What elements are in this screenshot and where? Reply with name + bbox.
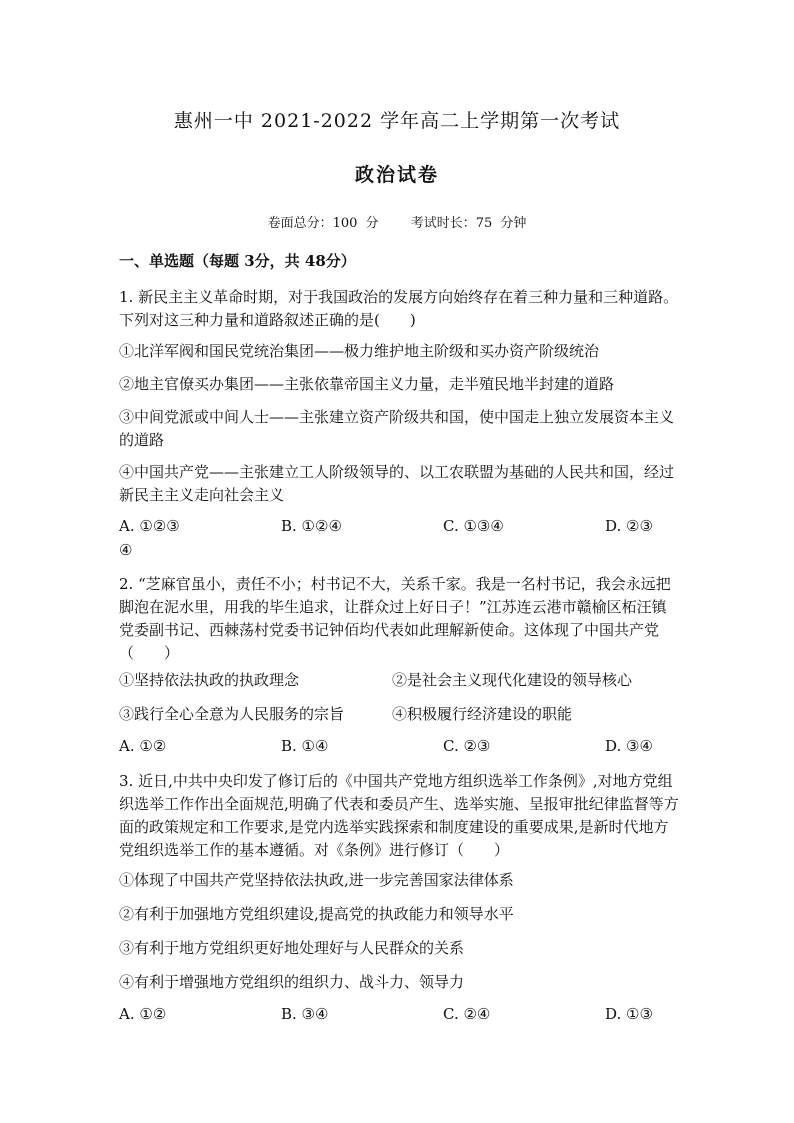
question-1-statement-2: ②地主官僚买办集团——主张依靠帝国主义力量，走半殖民地半封建的道路: [119, 375, 615, 393]
question-1-options: [119, 517, 679, 540]
question-1-stem: 1. 新民主主义革命时期，对于我国政治的发展方向始终存在着三种力量和三种道路。下列对这三种力量和道路叙述正确的是( ): [119, 288, 679, 329]
question-2-statement-1: ①坚持依法执政的执政理念: [119, 671, 300, 689]
question-1-statement-4: ④中国共产党——主张建立工人阶级领导的、以工农联盟为基础的人民共和国，经过新民主主义走向社会主义: [119, 463, 675, 504]
question-2-statement-3: ③践行全心全意为人民服务的宗旨: [119, 705, 345, 723]
exam-meta: [0, 212, 794, 231]
exam-title: 惠州一中 2021-2022 学年高二上学期第一次考试: [173, 110, 621, 132]
question-1-statement-1: ①北洋军阀和国民党统治集团——极力维护地主阶级和买办资产阶级统治: [119, 342, 600, 360]
option-a[interactable]: A. ①②: [119, 737, 167, 755]
question-2-statements-row-1: [119, 669, 679, 692]
option-a[interactable]: A. ①②: [119, 1005, 167, 1023]
option-c[interactable]: C. ②③: [443, 737, 491, 755]
question-3-statement-2: ②有利于加强地方党组织建设,提高党的执政能力和领导水平: [119, 905, 514, 923]
question-2-options: [119, 737, 679, 760]
question-3-stem: 3. 近日,中共中央印发了修订后的《中国共产党地方组织选举工作条例》,对地方党组织选举工作作出全面规范,明确了代表和委员产生、选举实施、呈报审批纪律监督等方面的政策规定和工作要求,是党内选举实践探索和制度建设的重要成果,是新时代地方党组织选举工作的基本遵循。对《条例》进行修订（ ）: [119, 772, 679, 859]
question-3-statement-1: ①体现了中国共产党坚持依法执政,进一步完善国家法律体系: [119, 871, 514, 889]
option-b[interactable]: B. ③④: [281, 1005, 329, 1023]
question-2-statements-row-2: [119, 703, 679, 726]
option-d[interactable]: D. ①③: [605, 1005, 653, 1023]
option-d-continuation: ④: [119, 541, 133, 559]
option-b[interactable]: B. ①④: [281, 737, 329, 755]
option-c[interactable]: C. ②④: [443, 1005, 491, 1023]
question-2-statement-4: ④积极履行经济建设的职能: [392, 705, 573, 723]
exam-duration: 考试时长：75 分钟: [410, 216, 527, 231]
question-3-statement-4: ④有利于增强地方党组织的组织力、战斗力、领导力: [119, 973, 465, 991]
question-1-statement-3: ③中间党派或中间人士——主张建立资产阶级共和国，使中国走上独立发展资本主义的道路: [119, 408, 675, 449]
question-3-statement-3: ③有利于地方党组织更好地处理好与人民群众的关系: [119, 939, 465, 957]
option-d[interactable]: D. ③④: [605, 737, 653, 755]
option-a[interactable]: A. ①②③: [119, 517, 180, 535]
question-2-stem: 2. “芝麻官虽小，责任不小；村书记不大，关系千家。我是一名村书记，我会永远把脚泡在泥水里，用我的毕生追求，让群众过上好日子！”江苏连云港市赣榆区柘汪镇党委副书记、西棘荡村党委书记钟佰均代表如此理解新使命。这体现了中国共产党（ ）: [119, 575, 671, 662]
total-score: 卷面总分：100 分: [267, 216, 379, 231]
option-b[interactable]: B. ①②④: [281, 517, 342, 535]
option-c[interactable]: C. ①③④: [443, 517, 504, 535]
exam-subtitle: 政治试卷: [354, 164, 439, 186]
option-d[interactable]: D. ②③: [605, 517, 653, 535]
section-heading: 一、单选题（每题 3分，共 48分）: [119, 252, 356, 270]
question-3-options: [119, 1005, 679, 1028]
question-2-statement-2: ②是社会主义现代化建设的领导核心: [392, 671, 633, 689]
